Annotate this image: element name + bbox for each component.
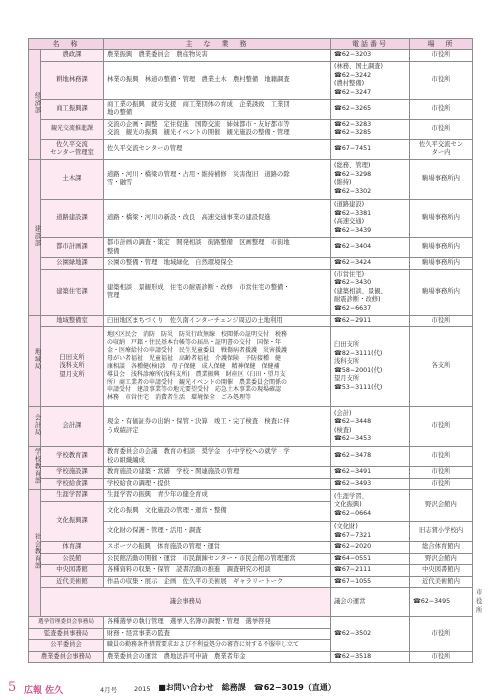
inquiry-footer: ■お問い合わせ 総務課 ☎62−3019（直通） [158,683,336,692]
table-row [29,478,473,490]
section-name: 観光交流推進課 [41,119,104,139]
section-tel: ☎62−3495 [410,588,473,617]
section-tel: (道路建設) ☎62−3381 (高速交通) ☎62−3439 [331,199,410,237]
section-duties: 林業の振興 林道の整備・管理 農業土木 農村整備 地籍調査 [104,61,331,99]
section-location: 中央図書館内 [410,565,473,577]
section-tel: ☎62−3283 ☎62−3285 [331,119,410,139]
section-name: 学校給食課 [41,478,104,490]
header-name: 名 称 [29,39,104,50]
publication-logo: 広報 佐久 [24,686,64,696]
section-location: 駒場事務所内 [410,237,473,257]
section-duties: 公園の整備・管理 地域緑化 自然環境保全 [104,258,331,270]
section-duties: 道路・河川・橋梁の管理・占用・維持補修 災害復旧 道路の除 雪・融雪 [104,159,331,199]
table-row [29,99,473,119]
section-tel: ☎62−3203 [331,50,410,62]
section-location: 市役所 [410,61,473,99]
section-tel: ☎62−3424 [331,258,410,270]
section-name: 近代美術館 [41,576,104,588]
table-row [29,490,473,502]
table-row [29,237,473,257]
division-keizai: 経済部 [29,50,41,160]
section-location: 市役所 [410,50,473,62]
section-location: 近代美術館内 [410,576,473,588]
section-location: 野沢会館内 [410,490,473,522]
section-name: 学校教育課 [41,447,104,467]
section-duties: 教育施設の建築・営繕 学校・関連施設の管理 [104,467,331,479]
section-duties: 各種選挙の執行管理 選挙人名簿の調製・管理 選挙啓発 [104,617,331,629]
section-tel: (林務、国土調査) ☎62−3242 (農村整備) ☎62−3247 [331,61,410,99]
section-duties: 公民館活動の開催・運営 市民創錬センター・市民会館の管理運営 [104,553,331,565]
table-row [29,565,473,577]
section-duties: 道路・橋梁・河川の新設・改良 高速交通事業の建設促進 [104,199,331,237]
section-tel: (生涯学習、 文化振興) ☎62−0664 [331,490,410,522]
section-name: 監査委員事務局 [29,628,104,640]
section-location: 市役所 [410,407,473,447]
section-tel: ☎67−1055 [331,576,410,588]
table-row [29,315,473,327]
division-shakai: 社会教育部 [29,490,41,617]
section-duties: 交流の企画・調整 定住促進 国際交流 姉妹都市・友好都市等 交流 観光の振興 観光イベントの開催 観光施設の整備・管理 [104,119,331,139]
section-tel: ☎62−3478 [331,447,410,467]
header-location: 場 所 [410,39,473,50]
section-location: 各支所 [410,327,473,407]
table-row [29,61,473,99]
section-location: 駒場事務所内 [410,159,473,199]
section-tel: 臼田支所 ☎82−3111(代) 浅科支所 ☎58−2001(代) 望月支所 ☎53−3111(代) [331,327,410,407]
table-row [29,651,473,663]
division-gakko: 学校教育部 [29,447,41,490]
section-location: 駒場事務所内 [410,258,473,270]
section-name: 佐久平交流 センター管理室 [41,139,104,159]
section-duties: 学校給食の調理・提供 [104,478,331,490]
section-duties: 財務・経営事業の監査 [104,628,331,640]
section-duties: 職員の勤務条件措置要求および不利益処分の審査に対する不服申し立て [104,640,331,652]
table-row [29,258,473,270]
section-duties: 各種資料の収集・保管 読書活動の推進 調査研究の相談 [104,565,331,577]
section-location: 市役所 [410,315,473,327]
section-duties: 佐久平交流センターの管理 [104,139,331,159]
table-row [29,617,473,629]
table-row [29,327,473,407]
section-tel: ☎62−2911 [331,315,410,327]
table-row [29,542,473,554]
section-location: 市役所 [410,99,473,119]
section-duties: 教育委員会の会議 教育の相談 奨学金 小中学校への就学 学 校の組織編成 [104,447,331,467]
section-location: 駒場事務所内 [410,199,473,237]
section-duties: 建築相談 景観形成 住宅の耐震診断・改修 市営住宅の整備・ 管理 [104,269,331,315]
section-location: 市役所 [410,119,473,139]
section-location: 市役所 [410,467,473,479]
section-duties: 現金・有価証券の出納・保管・決算 竣工・完了検査 検査に伴 う成績評定 [104,407,331,447]
section-location: 駒場事務所内 [410,269,473,315]
table-row [29,447,473,467]
section-duties: 文化の振興 文化施設の管理・運営・整備 [104,502,331,522]
section-duties: 農業委員会の運営 農地法許可申請 農業者年金 [104,651,331,663]
section-tel: (文化財) ☎67−7321 [331,522,410,542]
table-row [29,159,473,199]
section-duties: 商工業の振興 就労支援 商工業団体の育成 企業誘致 工業団 地の整備 [104,99,331,119]
section-name: 商工振興課 [41,99,104,119]
table-row [29,139,473,159]
table-row [29,407,473,447]
section-name: 中央図書館 [41,565,104,577]
section-location: 旧志賀小学校内 [410,522,473,542]
table-row [29,553,473,565]
section-name: 農業委員会事務局 [29,651,104,663]
division-kaikei: 会計局 [29,407,41,447]
section-duties: 都市計画の調査・策定 開発相談 街路整備 区画整理 市街地 整備 [104,237,331,257]
section-name: 建築住宅課 [41,269,104,315]
section-location: 野沢会館内 [410,553,473,565]
table-header-row [29,39,473,50]
table-row [29,199,473,237]
section-name: 文化振興課 [41,502,104,542]
section-name: 地域整備室 [41,315,104,327]
section-name: 臼田支所 浅科支所 望月支所 [41,327,104,407]
section-duties: 生涯学習の振興 青少年の健全育成 [104,490,331,502]
table-row [29,269,473,315]
section-location: 市役所 [410,617,473,652]
section-duties: 作品の収集・展示 企画 佐久平の美術展 ギャラリートーク [104,576,331,588]
section-tel: ☎62−3493 [331,478,410,490]
header-duties: 主 な 業 務 [104,39,331,50]
section-name: 体育課 [41,542,104,554]
section-location: 佐久平交流セン ター内 [410,139,473,159]
section-tel: (会計) ☎62−3448 (検査) ☎62−3453 [331,407,410,447]
section-tel: ☎62−3404 [331,237,410,257]
section-name: 土木課 [41,159,104,199]
section-tel: ☎67−2111 [331,565,410,577]
section-name: 選挙管理委員会事務局 [29,617,104,629]
department-directory-table [28,38,483,663]
section-name: 公平委員会 [29,640,104,652]
section-tel: (総務、管理) ☎62−3298 (維持) ☎62−3302 [331,159,410,199]
division-kensetsu: 建設部 [29,159,41,315]
section-tel: ☎62−3518 [331,651,410,663]
section-tel: ☎64−0551 [331,553,410,565]
section-name: 公園緑地課 [41,258,104,270]
section-name: 学校施設課 [41,467,104,479]
section-name: 耕地林務課 [41,61,104,99]
section-tel: ☎62−3491 [331,467,410,479]
section-name: 農政課 [41,50,104,62]
section-duties: スポーツの振興 体育施設の管理・運営 [104,542,331,554]
section-duties: 農業振興 農業委員会 農産物災害 [104,50,331,62]
section-name: 公民館 [41,553,104,565]
section-name: 議会事務局 [41,588,331,617]
section-location: 総合体育館内 [410,542,473,554]
issue-month: 4月号 [100,686,118,694]
issue-year: 2015 [134,685,151,693]
table-row [29,467,473,479]
section-name: 会計課 [41,407,104,447]
section-tel: ☎67−7451 [331,139,410,159]
section-duties: 地区区民会 消防 防災 防災行政無線 校閲係の証明交付 税務 の収納 戸籍・住民基本台帳等の届出・証明書の交付 国保・年 金・医療給付の申請受付 民生児童委員 戦傷病者援護 災害援護 母がい者福祉 児童福祉 高齢者福祉 介護保険 予防接種 健 康相談 各種健(検)診 母子保健 成人保健 精神保健 保健補 導員会 浅科診療所(浅科支所) 農業振興 財産区（臼田・望月支 所）商工業者の申請受付 観光イベントの開催 農業委員会関係の 申請受付 建設事業等の地元要望受付 応急土木事業の現場確認 林務 市営住宅 消費者生活 環境保全 ごみ処理等 [104,327,331,407]
section-name: 道路建設課 [41,199,104,237]
table-row [29,50,473,62]
section-location: 市役所 [410,447,473,467]
section-tel: ☎62−3502 [331,617,410,652]
section-location: 市役所 [410,478,473,490]
section-tel: ☎62−2020 [331,542,410,554]
table-row: 議会事務局 議会の運営 ☎62−3495 市役所 [29,588,473,617]
header-tel: 電話番号 [331,39,410,50]
section-duties: 臼田地区まちづくり 佐久南インターチェンジ周辺の土地利用 [104,315,331,327]
page-number: 5 [8,680,17,695]
section-tel: ☎62−3265 [331,99,410,119]
section-location: 市役所 [410,651,473,663]
table-row [29,119,473,139]
table-row [29,576,473,588]
section-name: 生涯学習課 [41,490,104,502]
section-duties: 文化財の保護・管理・活用・調査 [104,522,331,542]
section-name: 都市計画課 [41,237,104,257]
section-tel: (市営住宅) ☎62−3430 (建築相談、景観、 耐震診断・改修) ☎62−6637 [331,269,410,315]
section-duties: 議会の運営 [331,588,410,617]
division-chiiki: 地域局 [29,315,41,407]
